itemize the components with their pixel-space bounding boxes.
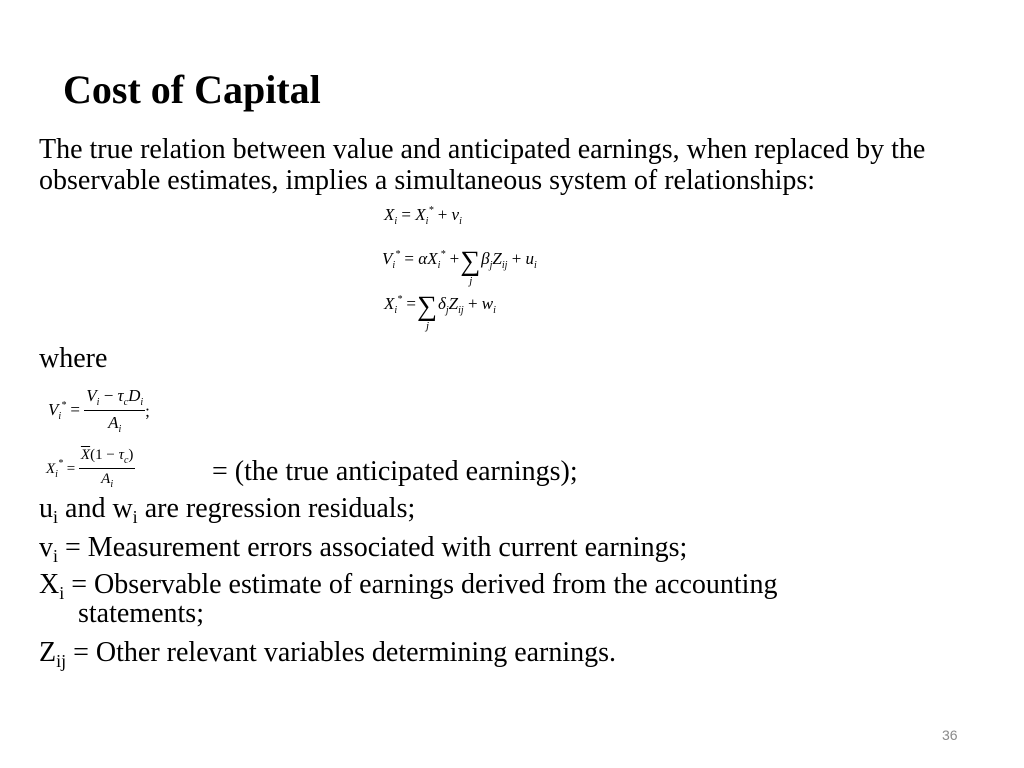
equation-value: $V_i^* = \alpha X_i^*$ +∑ j $\beta_jZ_{ij} + u_i$ [382, 246, 537, 287]
v-definition: $v_i$ = Measurement errors associated with current earnings; [39, 532, 688, 566]
x-star-description: = (the true anticipated earnings); [212, 456, 578, 487]
residuals-definition: $u_i$ and $w_i$ are regression residuals; [39, 493, 416, 527]
equation-v-star-definition: $V_i^*$ = $\frac{V_i - \tau_cD_i}{A_i}$ ; [48, 386, 150, 435]
x-definition: $X_i$ = Observable estimate of earnings derived from the accounting [39, 569, 778, 603]
intro-paragraph: The true relation between value and anticipated earnings, when replaced by the observable estimates, implies a simultaneous system of relationships: [39, 134, 926, 196]
x-definition-continued: statements; [78, 598, 204, 629]
page-number: 36 [942, 727, 958, 743]
slide-title: Cost of Capital [63, 67, 321, 112]
equation-observable-earnings: $X_i = X_i^* + v_i$ [384, 205, 462, 227]
equation-anticipated-earnings: $X_i^*$ =∑ j $\delta_jZ_{ij} + w_i$ [384, 291, 496, 332]
where-label: where [39, 343, 108, 374]
z-definition: $Z_{ij}$ = Other relevant variables determining earnings. [39, 637, 617, 671]
equation-x-star-definition: $X_i^*$ = $\frac{\overline{X}(1 - \tau_c)}{A_i}$ [46, 447, 134, 490]
